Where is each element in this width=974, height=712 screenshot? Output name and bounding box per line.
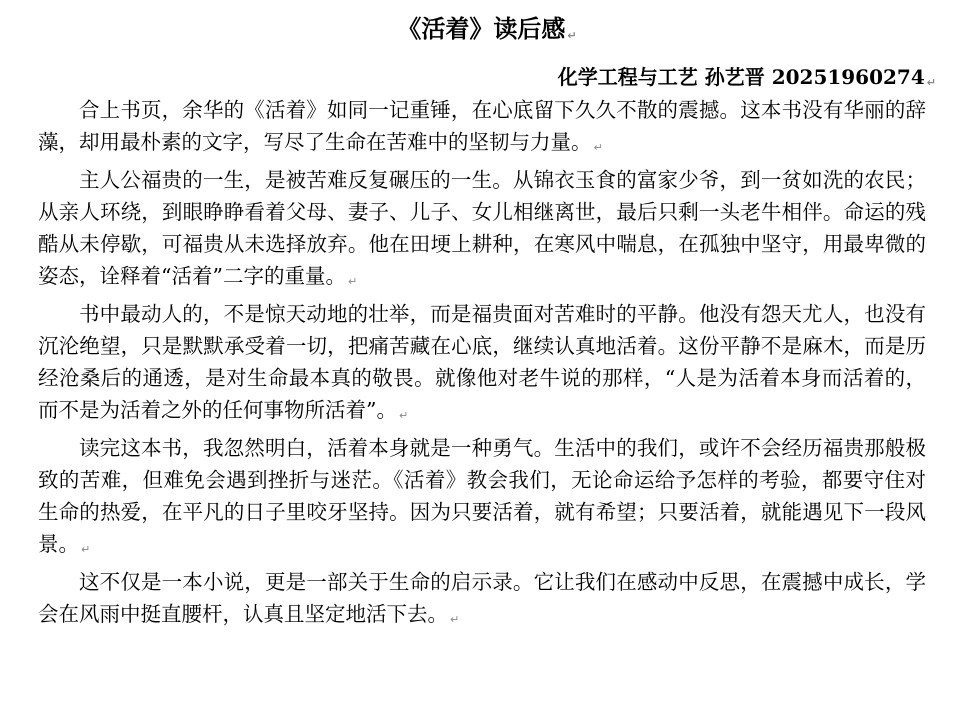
paragraph-mark-icon: ↵ xyxy=(398,409,409,422)
paragraph-text: 书中最动人的，不是惊天动地的壮举，而是福贵面对苦难时的平静。他没有怨天尤人，也没有沉沦绝望，只是默默承受着一切，把痛苦藏在心底，继续认真地活着。这份平静不是麻木，而是历经沧桑后的通透，是对生命最本真的敬畏。就像他对老牛说的那样，“人是为活着本身而活着的，而不是为活着之外的任何事物所活着”。 xyxy=(38,302,926,422)
author-line xyxy=(558,64,936,96)
paragraph-mark-icon: ↵ xyxy=(567,29,577,42)
paragraph-mark-icon: ↵ xyxy=(347,275,358,288)
paragraph-3 xyxy=(38,298,926,432)
document-body xyxy=(38,94,926,636)
author-text: 化学工程与工艺 孙艺晋 20251960274 xyxy=(557,65,925,89)
paragraph-2 xyxy=(38,164,926,298)
paragraph-text: 这不仅是一本小说，更是一部关于生命的启示录。它让我们在感动中反思，在震撼中成长，学会在风雨中挺直腰杆，认真且坚定地活下去。 xyxy=(38,570,926,626)
paragraph-text: 读完这本书，我忽然明白，活着本身就是一种勇气。生活中的我们，或许不会经历福贵那般极致的苦难，但难免会遇到挫折与迷茫。《活着》教会我们，无论命运给予怎样的考验，都要守住对生命的热爱，在平凡的日子里咬牙坚持。因为只要活着，就有希望；只要活着，就能遇见下一段风景。 xyxy=(38,436,926,556)
document-title xyxy=(0,12,974,53)
paragraph-5 xyxy=(38,566,926,636)
paragraph-mark-icon: ↵ xyxy=(926,76,936,89)
paragraph-mark-icon: ↵ xyxy=(450,613,460,626)
paragraph-text: 合上书页，余华的《活着》如同一记重锤，在心底留下久久不散的震撼。这本书没有华丽的辞藻，却用最朴素的文字，写尽了生命在苦难中的坚韧与力量。 xyxy=(38,98,926,154)
paragraph-mark-icon: ↵ xyxy=(81,543,91,556)
paragraph-1 xyxy=(38,94,926,164)
paragraph-4 xyxy=(38,432,926,566)
paragraph-mark-icon: ↵ xyxy=(593,141,603,154)
paragraph-text: 主人公福贵的一生，是被苦难反复碾压的一生。从锦衣玉食的富家少爷，到一贫如洗的农民；从亲人环绕，到眼睁睁看着父母、妻子、儿子、女儿相继离世，最后只剩一头老牛相伴。命运的残酷从未停歇，可福贵从未选择放弃。他在田埂上耕种，在寒风中喘息，在孤独中坚守，用最卑微的姿态，诠释着“活着”二字的重量。 xyxy=(38,168,926,288)
title-text: 《活着》读后感 xyxy=(397,14,566,43)
